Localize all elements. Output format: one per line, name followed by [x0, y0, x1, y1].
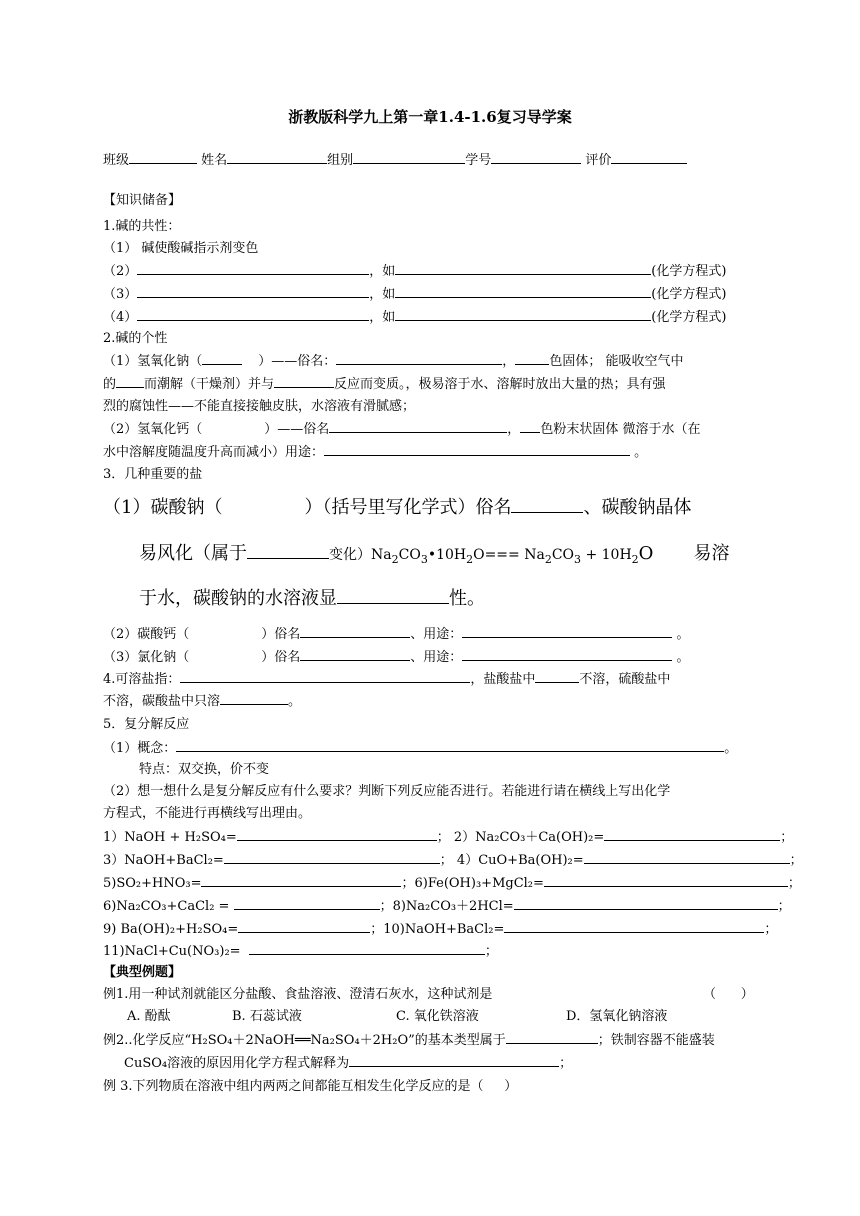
subscript: 2 [544, 552, 552, 566]
page-title: 浙教版科学九上第一章1.4-1.6复习导学案 [288, 108, 572, 126]
caoh-color-blank[interactable] [520, 418, 540, 433]
question-line-1: （2）想一想什么是复分解反应有什么要求？判断下列反应能否进行。若能进行请在横线上写出化学 [103, 784, 671, 799]
concept-line [103, 737, 737, 760]
naoh-text: 而潮解（干燥剂）并与 [144, 377, 275, 392]
group-label: 组别 [327, 153, 354, 168]
item-number: （3） [103, 287, 138, 302]
section-examples-heading: 【典型例题】 [103, 965, 182, 980]
caco3-line [103, 623, 689, 646]
example-2-text: CuSO₄溶液的原因用化学方程式解释为 [124, 1056, 350, 1071]
class-blank[interactable] [129, 149, 197, 164]
equation-hint: (化学方程式) [651, 287, 727, 302]
caco3-text: ）俗名 [261, 627, 301, 642]
equation-blank[interactable] [395, 260, 651, 275]
name-label: 姓名 [201, 153, 228, 168]
reaction-text: 6)Na₂CO₃+CaCl₂ = [103, 899, 234, 914]
alkali-common-item-3 [103, 283, 726, 306]
example-1-option-c[interactable]: C. 氧化铁溶液 [396, 1009, 479, 1024]
example-2-text: ；铁制容器不能盛装 [597, 1033, 715, 1048]
example-1-option-b[interactable]: B. 石蕊试液 [232, 1009, 302, 1024]
reaction-text: ； 2）Na₂CO₃＋Ca(OH)₂= [436, 830, 605, 845]
reaction-answer-blank[interactable] [514, 895, 778, 910]
feature-line: 特点：双交换，价不变 [139, 762, 270, 777]
naoh-text: （1）氢氧化钠（ [103, 354, 203, 369]
number-label: 学号 [465, 153, 492, 168]
example-1-option-a[interactable]: A. 酚酞 [127, 1009, 171, 1024]
reaction-answer-blank[interactable] [504, 918, 764, 933]
example-2-text: ； [559, 1056, 573, 1071]
naoh-line-3: 烈的腐蚀性——不能直接接触皮肤，水溶液有滑腻感； [103, 399, 416, 414]
subscript: 2 [391, 552, 399, 566]
concept-label: （1）概念： [103, 741, 177, 756]
example-2-equation-blank[interactable] [349, 1052, 559, 1067]
reaction-text: 1）NaOH + H₂SO₄= [103, 830, 237, 845]
nacl-use-blank[interactable] [462, 646, 672, 661]
reaction-text: 11)NaCl+Cu(NO₃)₂= [103, 944, 249, 959]
reaction-answer-blank[interactable] [584, 849, 790, 864]
naoh-line-2 [103, 373, 666, 396]
example-label: ，如 [369, 287, 396, 302]
reaction-answer-blank[interactable] [234, 895, 380, 910]
caoh-text: 色粉末状固体 微溶于水（在 [540, 422, 701, 437]
soluble-line-2 [103, 690, 301, 713]
na2co3-line-1 [103, 492, 691, 523]
reaction-text: 3）NaOH+BaCl₂= [103, 853, 224, 868]
number-blank[interactable] [491, 149, 581, 164]
reaction-answer-blank[interactable] [238, 918, 370, 933]
na2co3-property-blank[interactable] [337, 583, 449, 604]
eval-label: 评价 [585, 153, 612, 168]
property-blank[interactable] [137, 283, 369, 298]
na2co3-text: 、碳酸钠晶体 [583, 497, 692, 518]
caoh-text: （2）氢氧化钙（ [103, 422, 203, 437]
reaction-text: ；8)Na₂CO₃＋2HCl= [379, 899, 514, 914]
na2co3-text: 于水，碳酸钠的水溶液显 [139, 588, 337, 609]
reaction-row-1 [103, 826, 793, 849]
concept-blank[interactable] [176, 737, 724, 752]
soluble-text: 不溶，碳酸盐中只溶 [103, 694, 221, 709]
caoh-text: 水中溶解度随温度升高而减小）用途： [103, 445, 325, 460]
na2co3-line-2 [139, 538, 729, 570]
group-blank[interactable] [353, 149, 465, 164]
subscript: 2 [466, 552, 474, 566]
reaction-text: ； 4）CuO+Ba(OH)₂= [439, 853, 584, 868]
reaction-text: 9) Ba(OH)₂+H₂SO₄= [103, 922, 239, 937]
caoh-common-name-blank[interactable] [329, 418, 507, 433]
equation-hint: (化学方程式) [651, 264, 727, 279]
alkali-individual-heading: 2.碱的个性 [103, 331, 168, 346]
alkali-common-heading: 1.碱的共性： [103, 219, 181, 234]
carbonate-blank[interactable] [220, 690, 288, 705]
item-number: （2） [103, 264, 138, 279]
caoh-use-blank[interactable] [324, 441, 630, 456]
reaction-text: ； [789, 853, 803, 868]
example-3-question: 例 3.下列物质在溶液中组内两两之间都能互相发生化学反应的是（ ） [103, 1079, 518, 1094]
reaction-text: ；10)NaOH+BaCl₂= [370, 922, 505, 937]
reaction-answer-blank[interactable] [544, 872, 788, 887]
subscript: 2 [631, 552, 639, 566]
nacl-text: （3）氯化钠（ [103, 650, 190, 665]
example-2-line-1 [103, 1029, 715, 1052]
caco3-text: 。 [672, 627, 690, 642]
soluble-text: 4.可溶盐指： [103, 672, 181, 687]
na2co3-change-blank[interactable] [247, 538, 329, 559]
caoh-text: 。 [630, 445, 648, 460]
naoh-react-blank[interactable] [274, 373, 334, 388]
soluble-text: 不溶，硫酸盐中 [579, 672, 671, 687]
example-label: ，如 [369, 264, 396, 279]
example-label: ，如 [369, 310, 396, 325]
reaction-text: ； [777, 899, 791, 914]
reaction-row-6 [103, 940, 498, 963]
reaction-answer-blank[interactable] [249, 940, 485, 955]
formula-text: 变化）Na [329, 547, 392, 563]
example-1-answer-paren[interactable]: （ ） [703, 987, 754, 1002]
reaction-row-3 [103, 872, 801, 895]
header-fields-row [103, 149, 687, 172]
na2co3-common-name-blank[interactable] [511, 492, 583, 513]
naoh-formula-blank[interactable] [202, 350, 242, 365]
equation-blank[interactable] [395, 306, 651, 321]
na2co3-line-3 [139, 583, 485, 614]
naoh-text: 的 [103, 377, 117, 392]
property-blank[interactable] [137, 260, 369, 275]
caoh-text: ， [507, 422, 521, 437]
soluble-salts-blank[interactable] [180, 668, 470, 683]
caoh-text: ）——俗名 [264, 422, 330, 437]
na2co3-text: ）（括号里写化学式）俗名 [304, 497, 512, 518]
subscript: 3 [574, 552, 582, 566]
naoh-text: ， [502, 354, 516, 369]
naoh-line-1 [103, 350, 683, 373]
naoh-absorb-blank[interactable] [116, 373, 144, 388]
name-blank[interactable] [227, 149, 327, 164]
na2co3-text: 性。 [449, 588, 485, 609]
section-knowledge-heading: 【知识储备】 [103, 193, 182, 208]
caoh-line-2 [103, 441, 647, 464]
example-1-option-d[interactable]: D．氢氧化钠溶液 [566, 1009, 668, 1024]
nacl-text: 。 [672, 650, 690, 665]
naoh-text: 色固体； 能吸收空气中 [549, 354, 684, 369]
soluble-line-1 [103, 668, 670, 691]
reaction-text: ； [764, 922, 778, 937]
question-line-2: 方程式，不能进行再横线写出理由。 [103, 806, 312, 821]
caco3-text: 、用途： [410, 627, 463, 642]
property-blank[interactable] [137, 306, 369, 321]
caco3-use-blank[interactable] [462, 623, 672, 638]
alkali-common-item-1: （1） 碱使酸碱指示剂变色 [103, 241, 259, 256]
example-1-question [103, 984, 492, 1006]
nacl-common-name-blank[interactable] [300, 646, 410, 661]
naoh-color-blank[interactable] [515, 350, 549, 365]
nacl-text: 、用途： [410, 650, 463, 665]
naoh-text: 反应而变质。，极易溶于水、溶解时放出大量的热；具有强 [334, 377, 666, 392]
caco3-text: （2）碳酸钙（ [103, 627, 190, 642]
naoh-common-name-blank[interactable] [336, 350, 502, 365]
equation-blank[interactable] [395, 283, 651, 298]
chloride-blank[interactable] [535, 668, 579, 683]
reaction-text: ； [787, 876, 801, 891]
na2co3-text: O 易溶 [638, 543, 730, 564]
formula-text: O=== Na [473, 547, 545, 563]
salts-heading: 3．几种重要的盐 [103, 467, 203, 482]
nacl-text: ）俗名 [261, 650, 301, 665]
caoh-line-1 [103, 418, 700, 441]
soluble-text: ，盐酸盐中 [470, 672, 536, 687]
reaction-row-2 [103, 849, 803, 872]
class-label: 班级 [103, 153, 130, 168]
formula-text: CO [551, 547, 575, 563]
formula-text: + 10H [581, 547, 632, 563]
reaction-text: ；6)Fe(OH)₃+MgCl₂= [401, 876, 544, 891]
caco3-common-name-blank[interactable] [300, 623, 410, 638]
reaction-text: 5)SO₂+HNO₃= [103, 876, 202, 891]
reaction-answer-blank[interactable] [201, 872, 401, 887]
example-2-type-blank[interactable] [506, 1029, 598, 1044]
formula-text: •10H [427, 547, 467, 563]
reaction-answer-blank[interactable] [224, 849, 440, 864]
reaction-row-5 [103, 918, 777, 941]
eval-blank[interactable] [611, 149, 687, 164]
subscript: 3 [420, 552, 428, 566]
formula-text: CO [398, 547, 421, 563]
reaction-answer-blank[interactable] [604, 826, 780, 841]
example-2-text: 例2..化学反应“H₂SO₄＋2NaOH══Na₂SO₄＋2H₂O”的基本类型属于 [103, 1033, 506, 1048]
alkali-common-item-4 [103, 306, 726, 329]
reaction-text: ； [780, 830, 794, 845]
alkali-common-item-2 [103, 260, 726, 283]
reaction-text: ； [484, 944, 498, 959]
double-decomposition-heading: 5．复分解反应 [103, 717, 190, 732]
example-1-text: 例1.用一种试剂就能区分盐酸、食盐溶液、澄清石灰水，这种试剂是 [103, 987, 493, 1002]
nacl-line [103, 646, 689, 669]
reaction-answer-blank[interactable] [237, 826, 437, 841]
na2co3-text: 易风化（属于 [139, 543, 247, 564]
equation-hint: (化学方程式) [651, 310, 727, 325]
example-2-line-2 [124, 1052, 572, 1075]
na2co3-text: （1）碳酸钠（ [103, 497, 223, 518]
naoh-text: ）——俗名： [258, 354, 337, 369]
item-number: （4） [103, 310, 138, 325]
reaction-row-4 [103, 895, 791, 918]
concept-end: 。 [724, 741, 738, 756]
soluble-text: 。 [288, 694, 302, 709]
